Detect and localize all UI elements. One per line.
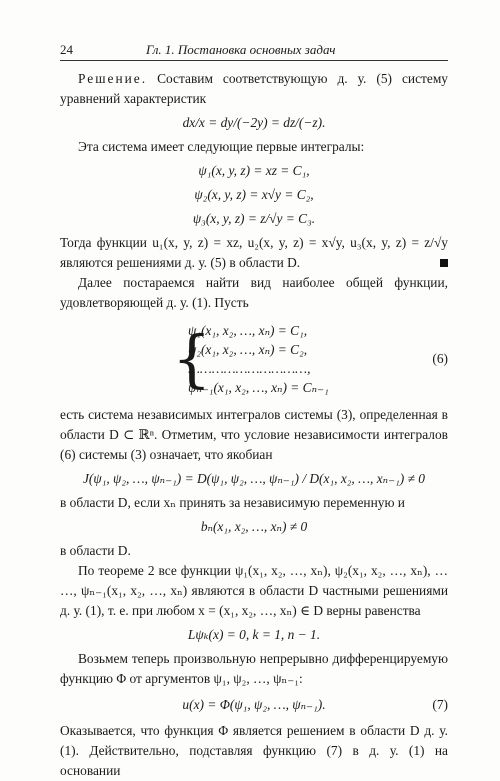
integral-psi2: ψ₂(x, y, z) = x√y = C₂, bbox=[194, 187, 314, 202]
bn-inequality: bₙ(x₁, x₂, …, xₙ) ≠ 0 bbox=[200, 519, 308, 534]
solution-paragraph bbox=[60, 69, 448, 109]
theorem-paragraph: По теореме 2 все функции ψ₁(x₁, x₂, …, xₙ), ψ₂(x₁, x₂, …, xₙ), … …, ψₙ₋₁(x₁, x₂, …, xₙ) являются в области D частными решениями д. у. (1), т. е. при любом x = (x₁, x₂, …, xₙ) ∈ D верны равенства bbox=[60, 563, 448, 618]
integrals-intro: Эта система имеет следующие первые интегралы: bbox=[78, 139, 365, 154]
characteristic-equation: dx/x = dy/(−2y) = dz/(−z). bbox=[182, 115, 326, 130]
ux-equation-row bbox=[60, 695, 448, 715]
running-header bbox=[60, 40, 448, 61]
jacobian-equation: J(ψ₁, ψ₂, …, ψₙ₋₁) = D(ψ₁, ψ₂, …, ψₙ₋₁) / D(x₁, x₂, …, xₙ₋₁) ≠ 0 bbox=[82, 471, 426, 486]
equation-number-6: (6) bbox=[432, 351, 448, 366]
page-number: 24 bbox=[60, 42, 73, 57]
system-line-2: ψ₂(x₁, x₂, …, xₙ) = C₂, bbox=[188, 342, 308, 357]
chapter-title: Гл. 1. Постановка основных задач bbox=[146, 42, 336, 57]
then-functions-text: Тогда функции u₁(x, y, z) = xz, u₂(x, y, z) = x√y, u₃(x, y, z) = z/√y являются решениями д. у. (5) в области D. bbox=[60, 235, 448, 270]
solution-text: Составим соответствующую д. у. (5) систему уравнений характеристик bbox=[60, 71, 448, 106]
solution-label: Решение. bbox=[78, 71, 148, 86]
integral-psi3: ψ₃(x, y, z) = z/√y = C₃. bbox=[192, 211, 316, 226]
ux-equation: u(x) = Φ(ψ₁, ψ₂, …, ψₙ₋₁). bbox=[182, 697, 326, 712]
then-functions-paragraph bbox=[60, 233, 448, 273]
system-line-4: ψₙ₋₁(x₁, x₂, …, xₙ) = Cₙ₋₁ bbox=[188, 380, 329, 395]
turns-out-paragraph: Оказывается, что функция Φ является решением в области D д. у. (1). Действительно, подставляя функцию (7) в д. у. (1) на основании bbox=[60, 723, 448, 778]
l-psi-equation: Lψₖ(x) = 0, k = 1, n − 1. bbox=[187, 627, 321, 642]
left-brace-icon: { bbox=[172, 322, 212, 395]
system-line-3: …………………………, bbox=[188, 361, 311, 376]
system-line-1: ψ₁(x₁, x₂, …, xₙ) = C₁, bbox=[188, 323, 308, 338]
page bbox=[60, 40, 448, 781]
equation-number-7: (7) bbox=[432, 697, 448, 712]
integral-psi1: ψ₁(x, y, z) = xz = C₁, bbox=[198, 163, 310, 178]
take-function-paragraph: Возьмем теперь произвольную непрерывно дифференцируемую функцию Φ от аргументов ψ₁, ψ₂, …, ψₙ₋₁: bbox=[60, 651, 448, 686]
qed-square-icon bbox=[440, 259, 448, 267]
integral-system bbox=[60, 319, 448, 399]
region-paragraph-2: в области D. bbox=[60, 543, 131, 558]
independence-paragraph: есть система независимых интегралов системы (3), определенная в области D ⊂ ℝⁿ. Отметим, что условие независимости интегралов (6) системы (3) означает, что якобиан bbox=[60, 407, 448, 462]
region-paragraph: в области D, если xₙ принять за независимую переменную и bbox=[60, 495, 405, 510]
further-paragraph: Далее постараемся найти вид наиболее общей функции, удовлетворяющей д. у. (1). Пусть bbox=[60, 275, 448, 310]
